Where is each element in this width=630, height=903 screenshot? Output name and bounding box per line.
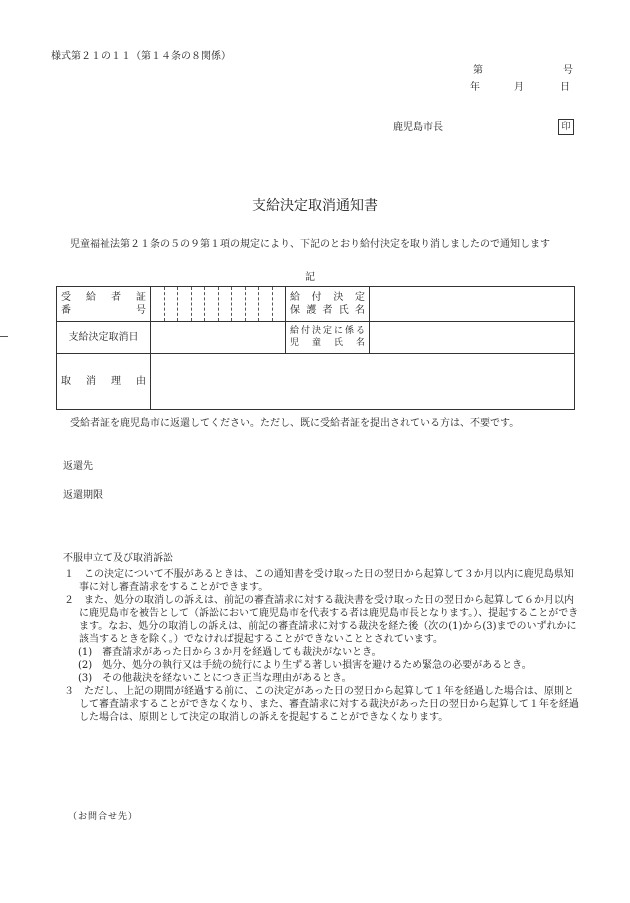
appeal-item-1: １ この決定について不服があるときは、この通知書を受け取った日の翌日から起算して３か月以内に鹿児島県知事に対し審査請求をすることができます。 (64, 569, 574, 593)
seal-box: 印 (558, 119, 574, 135)
appeal-item-3: ３ ただし、上記の期間が経過する前に、この決定があった日の翌日から起算して１年を経過した場合は、原則として審査請求することができなくなり、また、審査請求に対する裁決があった日の翌日から起算して１年を経過した場合は、原則として決定の取消しの訴えを提起することができなくなります。 (64, 686, 579, 723)
margin-tick (0, 336, 8, 337)
contact-label: （お問合せ先） (68, 812, 139, 822)
date-year: 年 (470, 82, 480, 93)
intro-text: 児童福祉法第２１条の５の９第１項の規定により、下記のとおり給付決定を取り消しましたので通知します (70, 239, 550, 250)
cancel-date-field[interactable] (151, 322, 286, 354)
appeal-heading: 不服申立て及び取消訴訟 (63, 553, 173, 564)
guardian-name-label: 給 付 決 定 保 護 者 氏 名 (286, 287, 370, 322)
issuer-name: 鹿児島市長 (393, 122, 443, 133)
date-month: 月 (514, 82, 524, 93)
number-go: 号 (563, 65, 573, 76)
ki-label: 記 (305, 272, 315, 283)
form-id: 様式第２１の１１（第１４条の８関係） (51, 51, 231, 62)
appeal-sub-item-1: (1) 審査請求があった日から３か月を経過しても裁決がないとき。 (78, 647, 382, 658)
return-to-label: 返還先 (63, 461, 93, 472)
appeal-item-2: ２ また、処分の取消しの訴えは、前記の審査請求に対する裁決書を受け取った日の翌日から起算して６か月以内に鹿児島市を被告として（訴訟において鹿児島市を代表する者は鹿児島市長となります。）、提起することができます。なお、処分の取消しの訴えは、前記の審査請求に対する裁決を経た後（次の(1)から(3)までのいずれかに該当するときを除く。）でなければ提起することができないこととされています。 (64, 595, 579, 645)
recipient-number-field[interactable] (151, 287, 286, 322)
number-dai: 第 (473, 65, 483, 76)
return-deadline-label: 返還期限 (63, 490, 103, 501)
cancel-reason-label: 取 消 理 由 (57, 354, 151, 410)
appeal-section (64, 568, 580, 724)
cancel-date-label: 支給決定取消日 (57, 322, 151, 354)
appeal-sub-item-3: (3) その他裁決を経ないことにつき正当な理由があるとき。 (78, 673, 352, 684)
document-title: 支給決定取消通知書 (252, 198, 378, 214)
cancel-reason-field[interactable] (151, 354, 575, 410)
recipient-number-cells (151, 287, 285, 321)
child-name-label: 給付決定に係る 児 童 氏 名 (286, 322, 370, 354)
guardian-name-field[interactable] (370, 287, 575, 322)
return-instructions: 受給者証を鹿児島市に返還してください。ただし、既に受給者証を提出されている方は、不要です。 (70, 418, 520, 429)
child-name-field[interactable] (370, 322, 575, 354)
detail-table (56, 286, 575, 410)
recipient-number-label: 受 給 者 証 番 号 (57, 287, 151, 322)
appeal-sub-item-2: (2) 処分、処分の執行又は手続の続行により生ずる著しい損害を避けるため緊急の必要があるとき。 (78, 660, 532, 671)
date-day: 日 (560, 82, 570, 93)
